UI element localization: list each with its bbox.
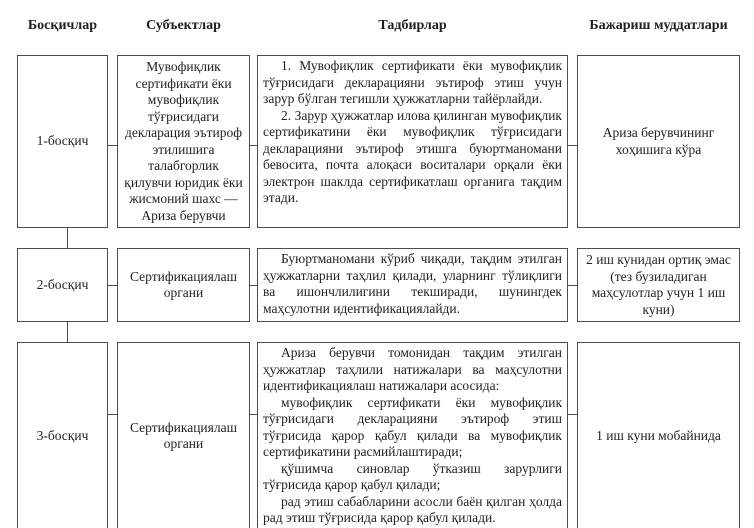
activities-2-box: [257, 248, 568, 322]
stage-flow-connector-2-3: [17, 322, 740, 342]
subject-1-box: Мувофиқлик сертификати ёки мувофиқлик тўғрисидаги декларация эътироф этилишига талабгорлик қилувчи юридик ёки жисмоний шахс — Ариза берувчи: [117, 55, 250, 228]
column-header-activities: Тадбирлар: [378, 17, 447, 33]
activities-deadline-connector-1: [568, 55, 577, 228]
activities-3-paragraph: Ариза берувчи томонидан тақдим этилган ҳужжатлар таҳлили натижалари ва маҳсулотни идентификациялаш натижалари асосида:: [263, 345, 562, 393]
activities-1-paragraph: 1. Мувофиқлик сертификати ёки мувофиқлик тўғрисидаги декларацияни эътироф этиш учун зарур бўлган тегишли ҳужжатларни тайёрлайди.: [263, 58, 562, 106]
stage-3-box: 3-босқич: [17, 342, 108, 528]
activities-3-paragraph: қўшимча синовлар ўтказиш зарурлиги тўғрисида қарор қабул қилади;: [263, 460, 562, 492]
activities-3-box: [257, 342, 568, 528]
deadline-3-box: 1 иш куни мобайнида: [577, 342, 740, 528]
column-header-deadlines: Бажариш муддатлари: [589, 17, 728, 33]
column-headers: [17, 8, 740, 44]
subject-2-box: Сертификациялаш органи: [117, 248, 250, 322]
vertical-line: [67, 228, 68, 248]
activities-deadline-connector-3: [568, 342, 577, 528]
deadline-2-box: 2 иш кунидан ортиқ эмас (тез бузиладиган маҳсулотлар учун 1 иш куни): [577, 248, 740, 322]
activities-3-paragraph: мувофиқлик сертификати ёки мувофиқлик тўғрисидаги декларацияни эътироф этиш тўғрисида қарор қабул қилади ва мувофиқлик сертификатини расмийлаштиради;: [263, 394, 562, 459]
activities-2-paragraph: Буюртманомани кўриб чиқади, тақдим этилган ҳужжатларни таҳлил қилади, уларнинг тўлиқлиги ва ишончлилигини текширади, шунингдек маҳсулотни идентификациялайди.: [263, 251, 562, 316]
stage-1-box: 1-босқич: [17, 55, 108, 228]
column-header-stages: Босқичлар: [27, 17, 98, 33]
stage-subject-connector-2: [108, 248, 117, 322]
stage-2-box: 2-босқич: [17, 248, 108, 322]
stage-row-2: [17, 248, 740, 322]
activities-1-box: [257, 55, 568, 228]
activities-1-paragraph: 2. Зарур ҳужжатлар илова қилинган мувофиқлик сертификатини ёки мувофиқлик тўғрисидаги декларацияни эътироф этишга буюртманомани бевосита, почта алоқаси воситалари орқали ёки электрон шаклда сертификатлаш органига тақдим этади.: [263, 107, 562, 205]
subject-3-box: Сертификациялаш органи: [117, 342, 250, 528]
activities-3-paragraph: рад этиш сабабларини асосли баён қилган ҳолда рад этиш тўғрисида қарор қабул қилади.: [263, 493, 562, 525]
vertical-line: [67, 322, 68, 342]
subject-activities-connector-3: [250, 342, 257, 528]
stage-subject-connector-3: [108, 342, 117, 528]
subject-activities-connector-2: [250, 248, 257, 322]
stage-row-1: [17, 55, 740, 228]
deadline-1-box: Ариза берувчининг хоҳишига кўра: [577, 55, 740, 228]
column-header-subjects: Субъектлар: [146, 17, 221, 33]
stage-row-3: [17, 342, 740, 528]
stage-flow-connector-1-2: [17, 228, 740, 248]
activities-deadline-connector-2: [568, 248, 577, 322]
subject-activities-connector-1: [250, 55, 257, 228]
stage-subject-connector-1: [108, 55, 117, 228]
